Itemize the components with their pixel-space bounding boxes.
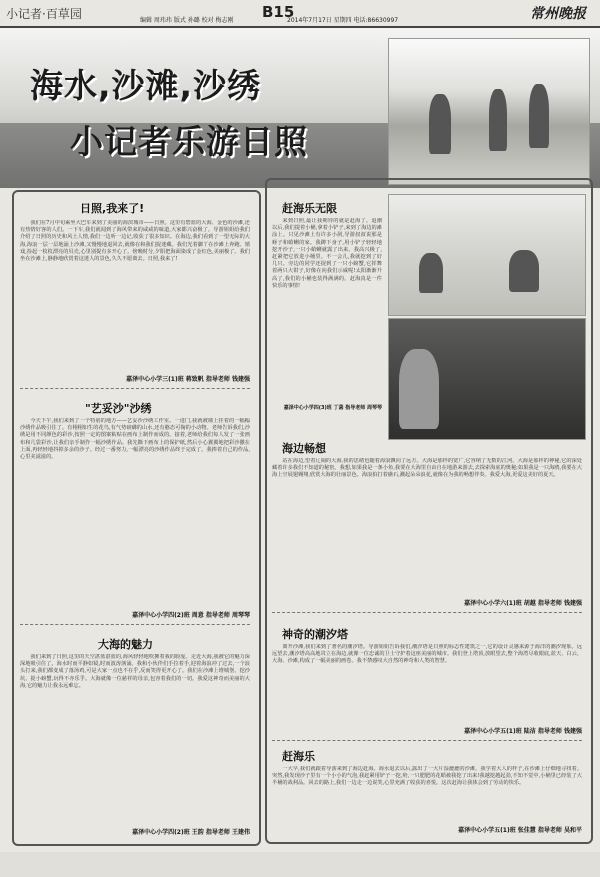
article-title: 海边畅想	[282, 442, 326, 455]
editor-line: 编辑 周玮玮 版式 孙璐 校对 梅志刚	[140, 17, 234, 24]
article-byline: 嘉泽中心小学五(1)班 张佳慧 指导老师 吴和平	[458, 827, 582, 834]
article-body: 离开沙滩,我们来到了著名的潮汐塔。导游姐姐告诉我们,潮汐塔是日照的标志性建筑之一,它的设计灵感来源于海洋的潮汐现象。远远望去,潮汐塔高高地耸立在海边,就像一位忠诚的卫士守护着这座美丽的城市。我们登上塔顶,放眼望去,整个海湾尽收眼底,蓝天、白云、大海、沙滩,构成了一幅美丽的画卷。我不禁感叹大自然的神奇和人类的智慧。	[272, 644, 582, 665]
section-name: 小记者·百草园	[6, 7, 82, 21]
article-byline: 嘉泽中心小学四(3)班 丁菡 指导老师 周琴琴	[283, 405, 382, 411]
beach-photo-middle	[388, 194, 586, 316]
article-title: 大海的魅力	[98, 638, 153, 651]
article-byline: 嘉泽中心小学五(1)班 陆洁 指导老师 钱建强	[464, 728, 582, 735]
newspaper-name: 常州晚报	[530, 6, 586, 22]
sand-art-photo	[388, 318, 586, 440]
divider	[20, 624, 250, 625]
article-body: 来到日照,最让我期待的就是赶海了。退潮以后,我们提着小桶,拿着小铲子,来到了海边的滩涂上。只见沙滩上有许多小洞,导游叔叔说那是蛏子和蛤蜊的家。我蹲下身子,用小铲子轻轻地挖开沙子,一只小蛤蜊就露了出来。我高兴极了,赶紧把它放进小桶里。不一会儿,我就挖到了好几只。旁边的同学还捉到了一只小螃蟹,它挥舞着两只大钳子,好像在向我们示威呢!太阳渐渐升高了,我们的小桶也装得满满的。赶海真是一件快乐的事情!	[272, 218, 382, 289]
article-byline: 嘉泽中心小学四(2)班 周意 指导老师 周琴琴	[132, 612, 250, 619]
article-title: "艺妥沙"沙绣	[85, 402, 152, 415]
article-body: 我们来到了日照,这里的天空湛蓝湛蓝的,海风轻轻地吹拂着我的脸庞。走近大海,我被它的魅力深深地吸引住了。海水时而平静如镜,时而波涛汹涌。我和小伙伴们手拉着手,迎着海浪冲了过去,一个浪头打来,我们都变成了落汤鸡,可是大家一点也不在乎,反而笑得更开心了。我们在沙滩上堆城堡、挖沙坑、捉小螃蟹,玩得不亦乐乎。大海就像一位慈祥的母亲,包容着我们的一切。我爱这神奇而美丽的大海,它的魅力让我永远难忘。	[20, 654, 250, 689]
divider	[20, 388, 250, 389]
article-byline: 嘉泽中心小学六(1)班 胡越 指导老师 钱建强	[464, 600, 582, 607]
article-body: 我们在7月中旬乘坐大巴车来到了美丽的海滨城市——日照。这里有碧蓝的大海、金色的沙滩,还有热情好客的人们。一下车,我们就闻到了海风带来的咸咸的味道,大家都兴奋极了。导游姐姐给我们介绍了日照的历史和风土人情,我们一边听一边记,收获了很多知识。在海边,我们看到了一望无际的大海,海浪一层一层地涌上沙滩,又慢慢地退回去,就像在和我们捉迷藏。我们光着脚丫在沙滩上奔跑、嬉戏,捡起一枚枚漂亮的贝壳,心里别提有多开心了。傍晚时分,夕阳把海面染成了金红色,美丽极了。我们坐在沙滩上,静静地欣赏着这迷人的景色,久久不愿离去。日照,我来了!	[20, 220, 250, 263]
article-body: 站在海边,望着辽阔的大海,我的思绪也随着海浪飘向了远方。大海是那样的宽广,它容纳了无数的江河。大海是那样的神秘,它的深处藏着许多我们不知道的秘密。我想,如果我是一条小鱼,我要在大海里自由自在地游来游去,去探索海底的奥秘;如果我是一只海鸥,我要在大海上空展翅翱翔,欣赏大海的壮丽景色。海浪拍打着礁石,溅起朵朵浪花,就像在为我的畅想伴奏。我爱大海,更爱这美好的夏天。	[272, 458, 582, 479]
divider	[272, 740, 582, 741]
page-header	[0, 0, 600, 28]
article-title: 赶海乐无限	[282, 202, 337, 215]
date-line: 2014年7月17日 星期四 电话:86630997	[287, 17, 399, 24]
article-body: 一大早,我们就跟着导游来到了海边赶海。海水退去以后,露出了一大片湿漉漉的沙滩。我学着大人的样子,在沙滩上仔细地寻找着。突然,我发现沙子里有一个小小的气泡,我赶紧用铲子一挖,哈,一只肥肥的花蛤被我挖了出来!我越挖越起劲,不知不觉中,小桶里已经装了大半桶的战利品。回去的路上,我们一边走一边说笑,心里充满了收获的喜悦。这次赶海让我体会到了劳动的快乐。	[272, 766, 582, 787]
headline-line-2: 小记者乐游日照	[70, 122, 308, 161]
divider	[272, 612, 582, 613]
article-body: 今天下午,我们来到了一个特别的地方——艺妥沙沙绣工作室。一进门,我就被墙上挂着的一幅幅沙绣作品吸引住了。有栩栩如生的花鸟,有气势磅礴的山水,还有憨态可掬的小动物。老师告诉我们,沙绣是用不同颜色的彩沙,按照一定的图案粘贴在画布上制作而成的。接着,老师给我们每人发了一张画布和几袋彩沙,让我们亲手制作一幅沙绣作品。我先撕下画布上的保护纸,然后小心翼翼地把彩沙撒在上面,再轻轻地抖掉多余的沙子。经过一番努力,一幅漂亮的沙绣作品终于完成了。我捧着自己的作品,心里美滋滋的。	[20, 418, 250, 461]
page-footer	[0, 852, 600, 877]
article-title: 神奇的潮汐塔	[282, 628, 348, 641]
page-number: B15	[262, 3, 295, 21]
hero-banner	[0, 28, 600, 188]
article-byline: 嘉泽中心小学四(2)班 王韵 指导老师 王建伟	[132, 829, 250, 836]
headline-line-1: 海水,沙滩,沙绣	[30, 66, 262, 105]
article-byline: 嘉泽中心小学三(1)班 蒋致帆 指导老师 钱建强	[126, 376, 250, 383]
beach-photo-top	[388, 38, 590, 185]
article-title: 日照,我来了!	[80, 202, 145, 215]
article-title: 赶海乐	[282, 750, 315, 763]
